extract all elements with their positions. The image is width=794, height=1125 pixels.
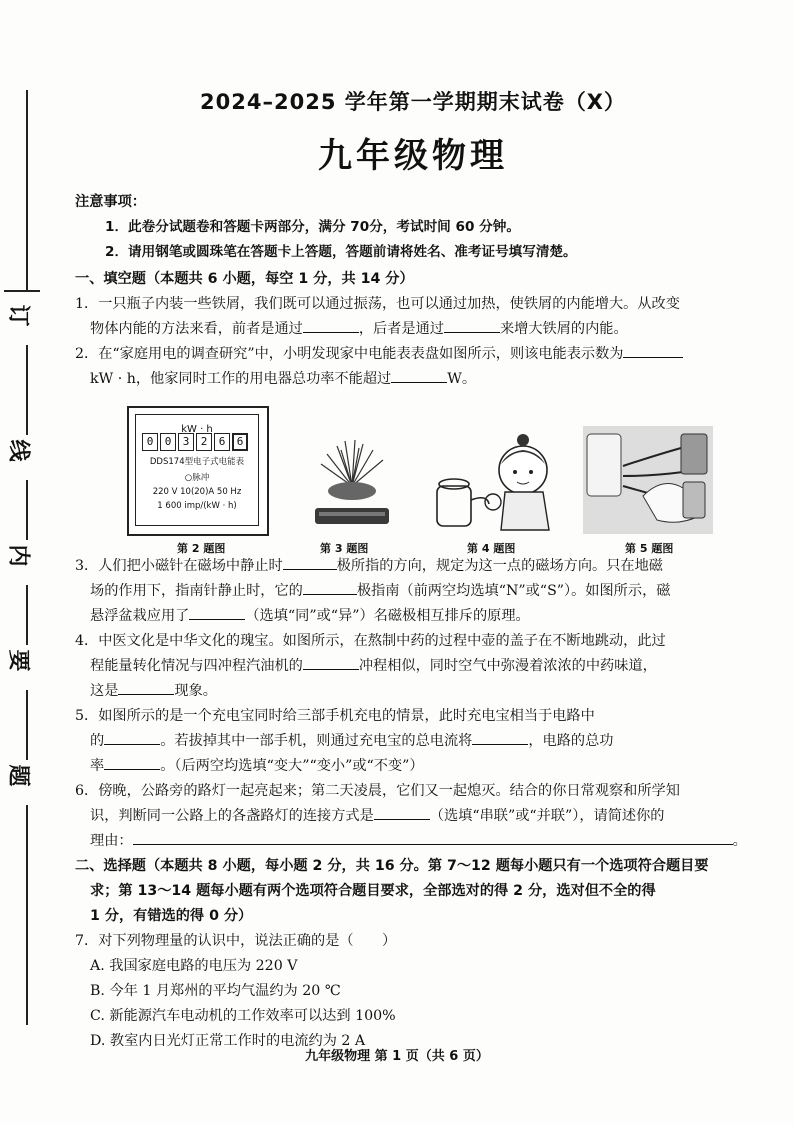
question-text: ，后者是通过 xyxy=(358,321,444,337)
margin-line xyxy=(26,345,28,435)
question-text: 现象。 xyxy=(174,683,217,699)
question-text: kW · h，他家同时工作的用电器总功率不能超过 xyxy=(90,371,392,387)
meter-face xyxy=(135,414,259,526)
figure-caption: 第 2 题图 xyxy=(177,542,226,555)
question-text: 极所指的方向，规定为这一点的磁场方向。只在地磁 xyxy=(336,558,663,574)
answer-blank[interactable] xyxy=(472,729,528,745)
notice-item: 1．此卷分试题卷和答题卡两部分，满分 70分，考试时间 60 分钟。 xyxy=(105,219,520,235)
margin-label: 线 xyxy=(9,436,31,462)
answer-blank[interactable] xyxy=(391,367,447,383)
question-text: （选填“串联”或“并联”），请简述你的 xyxy=(429,808,665,824)
margin-label: 内 xyxy=(9,541,31,567)
question-1-line xyxy=(75,317,781,342)
question-6-line xyxy=(75,804,781,829)
question-5-line xyxy=(75,729,781,754)
meter-digit: 3 xyxy=(178,433,194,451)
figure-row xyxy=(75,396,781,555)
question-2-line xyxy=(75,342,781,367)
margin-line xyxy=(26,585,28,645)
margin-line xyxy=(26,805,28,1025)
question-text: 3．人们把小磁针在磁场中静止时 xyxy=(75,558,283,574)
question-7-stem: 7．对下列物理量的认识中，说法正确的是（ ） xyxy=(75,933,397,949)
question-text: 这是 xyxy=(90,683,119,699)
question-7-option[interactable]: D. 教室内日光灯正常工作时的电流约为 2 A xyxy=(90,1033,366,1049)
section-heading: 1 分，有错选的得 0 分） xyxy=(90,908,253,924)
herbal-pot-figure xyxy=(431,434,561,534)
question-5-line xyxy=(75,754,781,779)
meter-digits xyxy=(142,433,250,451)
answer-blank[interactable] xyxy=(444,317,500,333)
exam-title: 2024–2025 学年第一学期期末试卷（X） xyxy=(200,90,626,114)
answer-blank[interactable] xyxy=(303,317,359,333)
question-text: 来增大铁屑的内能。 xyxy=(499,321,628,337)
meter-pulse: ○脉冲 xyxy=(184,473,210,483)
margin-line xyxy=(26,690,28,760)
figure-caption: 第 4 题图 xyxy=(467,542,516,555)
question-1-line: 1．一只瓶子内装一些铁屑，我们既可以通过振荡，也可以通过加热，使铁屑的内能增大。从改变 xyxy=(75,296,680,312)
answer-blank[interactable] xyxy=(104,754,160,770)
question-4-line: 4．中医文化是中华文化的瑰宝。如图所示，在熬制中药的过程中壶的盖子在不断地跳动，此过 xyxy=(75,633,666,649)
section-heading: 一、填空题（本题共 6 小题，每空 1 分，共 14 分） xyxy=(75,271,414,287)
notice-item: 2．请用钢笔或圆珠笔在答题卡上答题，答题前请将姓名、准考证号填写清楚。 xyxy=(105,244,577,260)
question-text: 识，判断同一公路上的各盏路灯的连接方式是 xyxy=(90,808,374,824)
question-text: 。（后两空均选填“变大”“变小”或“不变”） xyxy=(160,758,424,774)
question-text: （选填“同”或“异”）名磁极相互排斥的原理。 xyxy=(245,608,530,624)
question-text: 物体内能的方法来看，前者是通过 xyxy=(90,321,303,337)
question-text: 2．在“家庭用电的调查研究”中，小明发现家中电能表表盘如图所示，则该电能表示数为 xyxy=(75,346,624,362)
subject-title: 九年级物理 xyxy=(318,136,508,176)
meter-imp: 1 600 imp/(kW · h) xyxy=(157,501,237,511)
meter-digit: 6 xyxy=(214,433,230,451)
section-heading: 二、选择题（本题共 8 小题，每小题 2 分，共 16 分。第 7～12 题每小题只有一个选项符合题目要 xyxy=(75,858,709,874)
answer-blank[interactable] xyxy=(189,604,245,620)
answer-blank[interactable] xyxy=(374,804,430,820)
meter-model: DDS174型电子式电能表 xyxy=(149,457,245,467)
figure-caption: 第 3 题图 xyxy=(320,542,369,555)
section-heading: 求；第 13～14 题每小题有两个选项符合题目要求，全部选对的得 2 分，选对但不全的得 xyxy=(90,883,656,899)
answer-blank[interactable] xyxy=(303,654,359,670)
answer-blank[interactable] xyxy=(118,679,174,695)
power-bank-figure xyxy=(583,426,713,534)
question-text: 悬浮盆栽应用了 xyxy=(90,608,190,624)
margin-line xyxy=(26,90,28,290)
meter-digit-decimal: 6 xyxy=(232,433,248,451)
question-text: 冲程相似，同时空气中弥漫着浓浓的中药味道， xyxy=(358,658,657,674)
notice-heading: 注意事项： xyxy=(75,194,146,210)
margin-label: 订 xyxy=(9,301,31,327)
levitating-plant-figure xyxy=(297,436,407,531)
binding-margin xyxy=(0,0,40,1125)
question-text: 理由： xyxy=(90,833,133,849)
question-2-line xyxy=(75,367,781,392)
question-6-line xyxy=(75,829,781,854)
question-text: ，电路的总功 xyxy=(528,733,614,749)
question-4-line xyxy=(75,679,781,704)
question-text: 。若拔掉其中一部手机，则通过充电宝的总电流将 xyxy=(160,733,473,749)
margin-line xyxy=(26,480,28,540)
margin-label: 题 xyxy=(9,761,31,787)
question-3-line xyxy=(75,579,781,604)
answer-blank[interactable] xyxy=(303,579,357,595)
question-7-option[interactable]: B. 今年 1 月郑州的平均气温约为 20 ℃ xyxy=(90,983,341,999)
question-text: 程能量转化情况与四冲程汽油机的 xyxy=(90,658,303,674)
question-6-line: 6．傍晚，公路旁的路灯一起亮起来；第二天凌晨，它们又一起熄灭。结合的你日常观察和所学知 xyxy=(75,783,680,799)
question-3-line xyxy=(75,604,781,629)
answer-blank-reason[interactable] xyxy=(133,829,733,845)
question-text: 的 xyxy=(90,733,105,749)
question-text: 率 xyxy=(90,758,105,774)
margin-tick xyxy=(4,290,40,292)
question-4-line xyxy=(75,654,781,679)
question-text: W。 xyxy=(447,371,477,387)
question-text: 场的作用下，指南针静止时，它的 xyxy=(90,583,303,599)
question-7-option[interactable]: C. 新能源汽车电动机的工作效率可以达到 100% xyxy=(90,1008,396,1024)
question-text: 极指南（前两空均选填“N”或“S”）。如图所示，磁 xyxy=(356,583,671,599)
figure-caption: 第 5 题图 xyxy=(625,542,674,555)
meter-unit: kW · h xyxy=(181,424,213,435)
meter-digit: 0 xyxy=(142,433,158,451)
question-5-line: 5．如图所示的是一个充电宝同时给三部手机充电的情景，此时充电宝相当于电路中 xyxy=(75,708,595,724)
question-7-option[interactable]: A. 我国家庭电路的电压为 220 V xyxy=(90,958,298,974)
answer-blank[interactable] xyxy=(623,342,683,358)
margin-label: 要 xyxy=(9,646,31,672)
page-footer: 九年级物理 第 1 页（共 6 页） xyxy=(305,1049,489,1064)
question-text: 。 xyxy=(732,833,747,849)
electric-meter-figure xyxy=(127,406,269,536)
meter-rating: 220 V 10(20)A 50 Hz xyxy=(152,487,242,497)
meter-digit: 2 xyxy=(196,433,212,451)
meter-digit: 0 xyxy=(160,433,176,451)
answer-blank[interactable] xyxy=(104,729,160,745)
exam-content xyxy=(75,190,781,1054)
